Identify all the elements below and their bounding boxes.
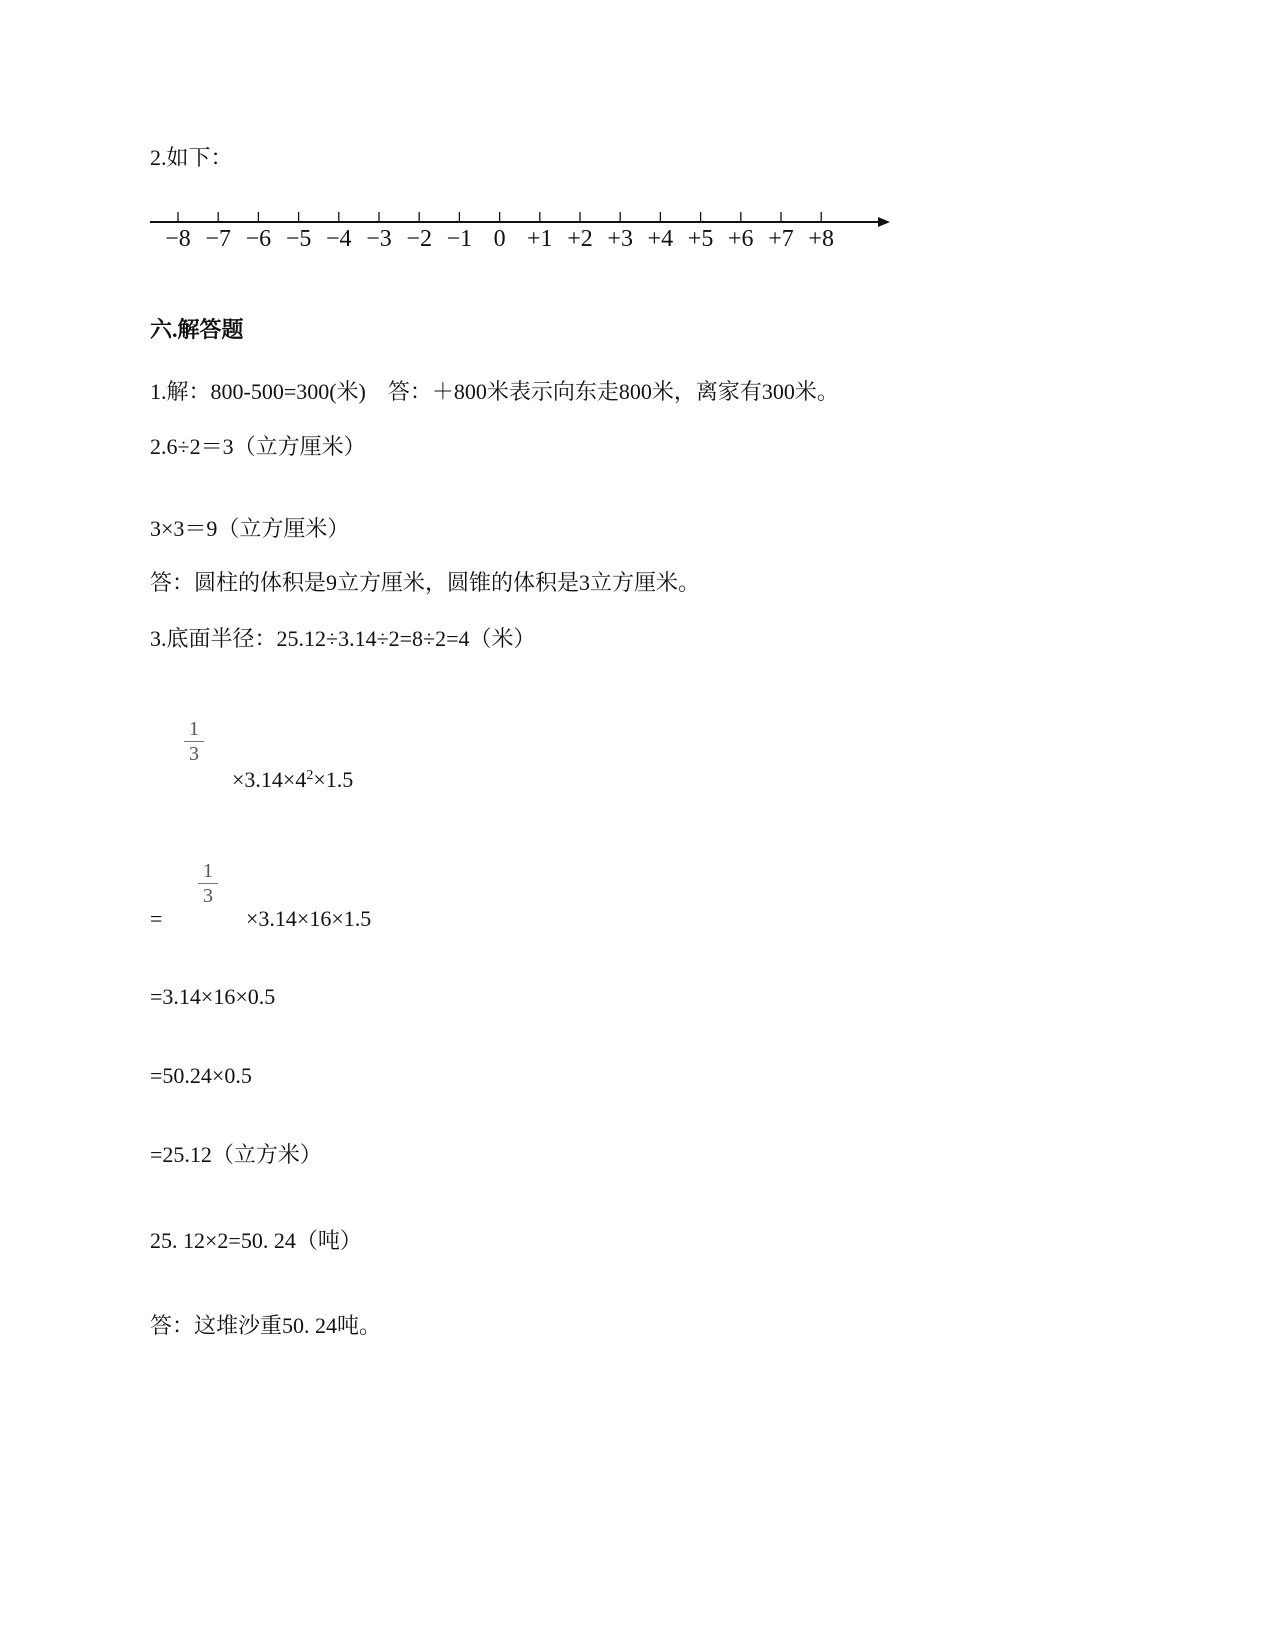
- fraction-bar: [198, 883, 218, 884]
- number-line-label: −3: [366, 226, 392, 252]
- question-3-expression-1: [232, 762, 353, 794]
- question-2-answer: 答：圆柱的体积是9立方厘米，圆锥的体积是3立方厘米。: [150, 570, 701, 595]
- question-3-line-7: 25. 12×2=50. 24（吨）: [150, 1228, 362, 1253]
- fraction-one-third: [182, 718, 206, 765]
- question-3-line-1: 3.底面半径：25.12÷3.14÷2=8÷2=4（米）: [150, 626, 536, 651]
- question-3-line-6: =25.12（立方米）: [150, 1142, 322, 1167]
- question-3-equals-sign: =: [150, 906, 163, 931]
- question-3-line-5: =50.24×0.5: [150, 1063, 252, 1088]
- question-3-line-4: =3.14×16×0.5: [150, 984, 276, 1009]
- number-line-label: −4: [326, 226, 352, 252]
- question-1: 1.解：800-500=300(米) 答：＋800米表示向东走800米，离家有300米。: [150, 379, 839, 404]
- number-line-label: −7: [205, 226, 231, 252]
- expression-1-part-a: ×3.14×4: [232, 767, 307, 792]
- fraction-one-third-2: [196, 860, 220, 907]
- number-line-label: +5: [687, 226, 714, 252]
- number-line-label: +2: [567, 226, 593, 252]
- fraction-denominator: 3: [189, 743, 199, 765]
- number-line-label: +4: [647, 226, 674, 252]
- number-line-label: −1: [446, 226, 473, 252]
- number-line-label: +8: [808, 226, 834, 252]
- section-heading: 六.解答题: [150, 317, 244, 342]
- number-line-label: +1: [527, 226, 553, 252]
- fraction-numerator: 1: [203, 860, 213, 882]
- number-line-label: 0: [493, 226, 506, 252]
- number-line-label: −6: [245, 226, 272, 252]
- question-2-line-1: 2.6÷2＝3（立方厘米）: [150, 434, 366, 459]
- expression-1-part-b: ×1.5: [313, 767, 354, 792]
- question-3-expression-2: ×3.14×16×1.5: [246, 906, 372, 931]
- number-line-label: +3: [607, 226, 633, 252]
- part2-label: 2.如下：: [150, 145, 233, 170]
- fraction-bar: [184, 741, 204, 742]
- fraction-numerator: 1: [189, 718, 199, 740]
- fraction-denominator: 3: [203, 885, 213, 907]
- number-line-label: −8: [165, 226, 191, 252]
- question-2-line-2: 3×3＝9（立方厘米）: [150, 516, 350, 541]
- number-line-svg: [150, 212, 890, 262]
- number-line-label: +7: [768, 226, 794, 252]
- number-line-arrow: [878, 217, 890, 227]
- number-line-label: +6: [728, 226, 754, 252]
- number-line-label: −5: [285, 226, 312, 252]
- number-line-label: −2: [406, 226, 432, 252]
- question-3-answer: 答：这堆沙重50. 24吨。: [150, 1313, 382, 1338]
- number-line: [150, 212, 890, 262]
- exponent: 2: [306, 768, 314, 783]
